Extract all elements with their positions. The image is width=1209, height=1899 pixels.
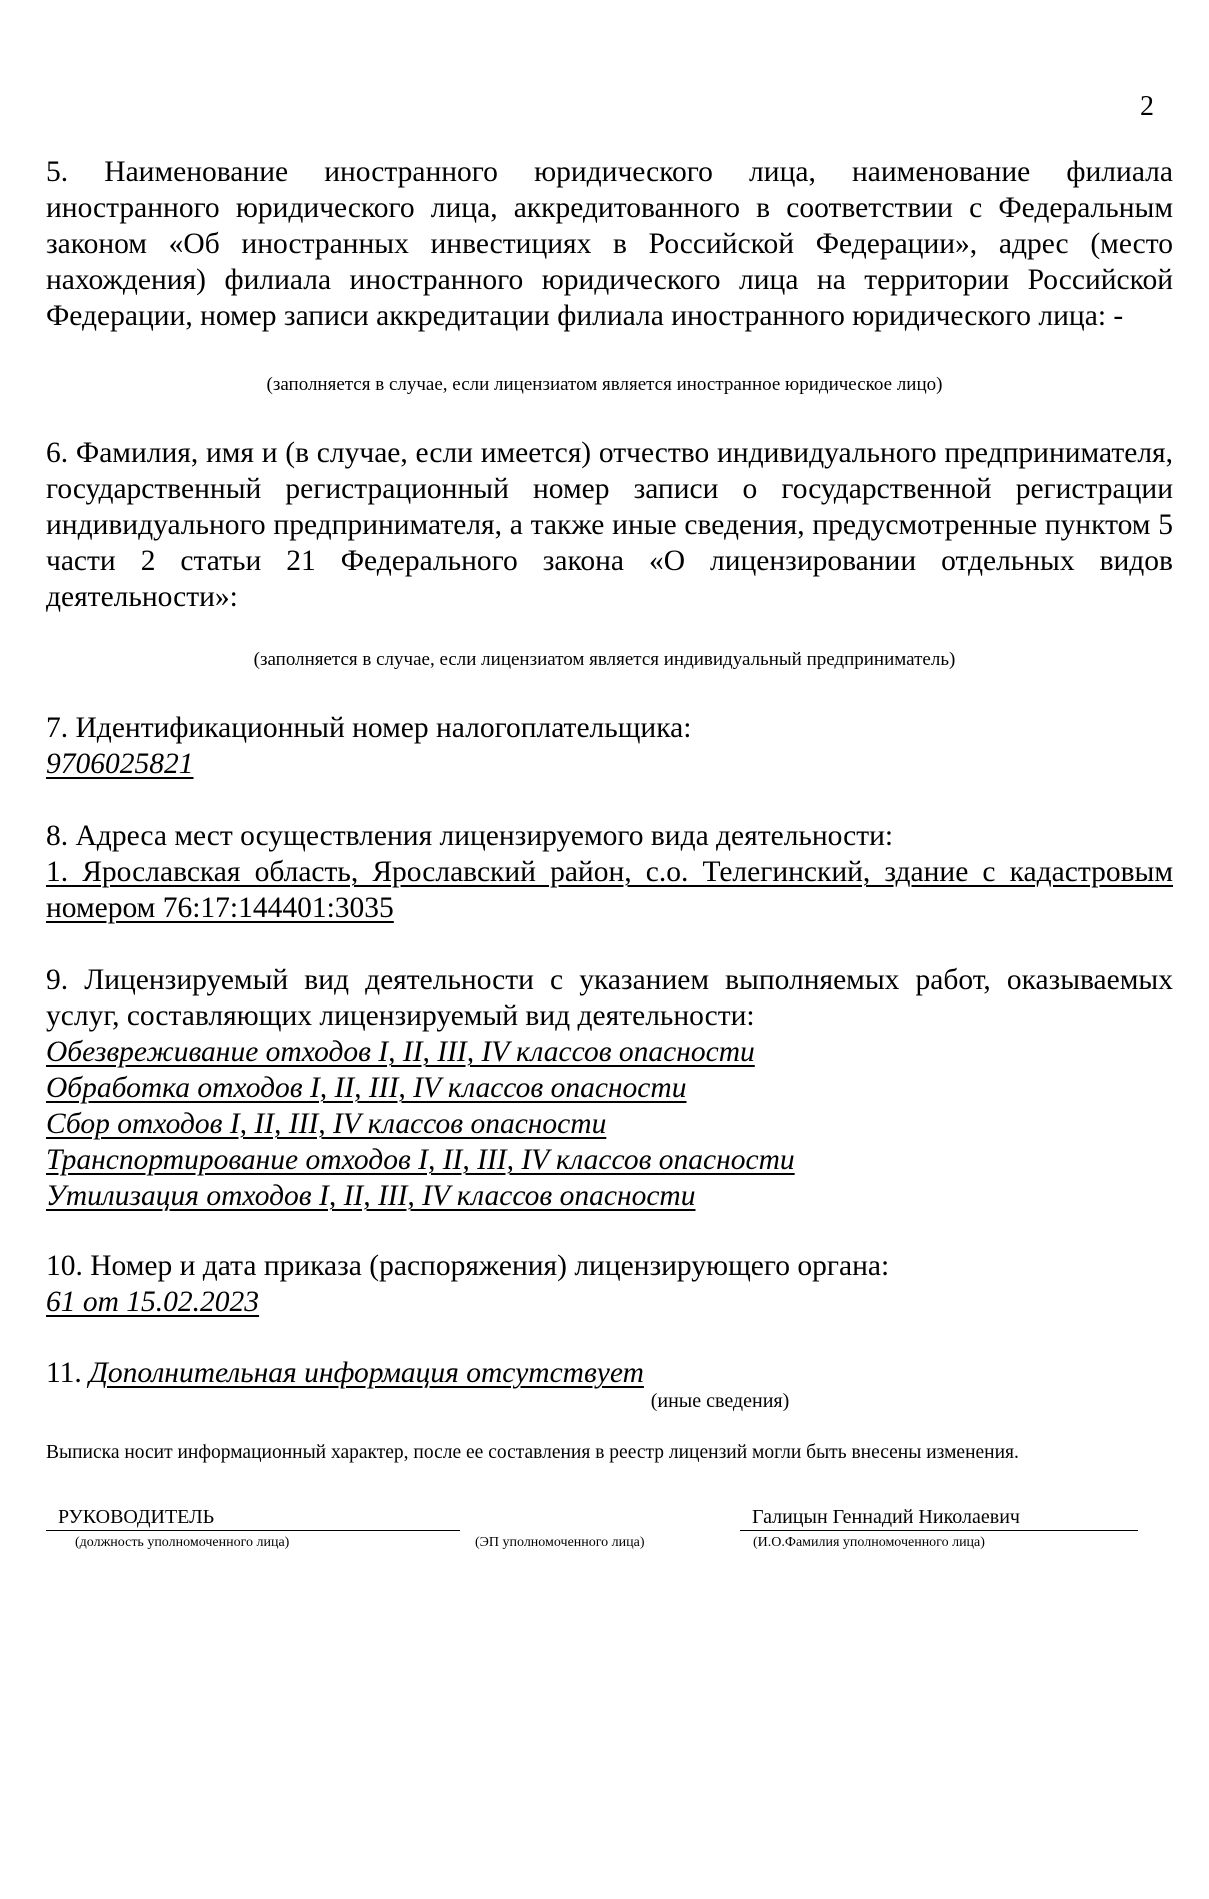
section-10-label: 10. Номер и дата приказа (распоряжения) лицензирующего органа: [46, 1250, 890, 1282]
section-8 [46, 818, 1173, 926]
signer-position: РУКОВОДИТЕЛЬ [58, 1506, 215, 1528]
activity-item: Утилизация отходов I, II, III, IV классов опасности [46, 1180, 696, 1212]
position-underline [46, 1530, 460, 1531]
name-underline [740, 1530, 1138, 1531]
section-11 [46, 1355, 1173, 1391]
section-8-label: 8. Адреса мест осуществления лицензируемого вида деятельности: [46, 820, 894, 852]
position-caption: (должность уполномоченного лица) [75, 1535, 290, 1550]
section-6-text: 6. Фамилия, имя и (в случае, если имеется) отчество индивидуального предпринимателя, государственный регистрационный номер записи о государственной регистрации индивидуального предпринимателя, а также иные сведения, предусмотренные пунктом 5 части 2 статьи 21 Федерального закона «О лицензировании отдельных видов деятельности»: [46, 437, 1173, 613]
section-5-text: 5. Наименование иностранного юридического лица, наименование филиала иностранного юридического лица, аккредитованного в соответствии с Федеральным законом «Об иностранных инвестициях в Российской Федерации», адрес (место нахождения) филиала иностранного юридического лица на территории Российской Федерации, номер записи аккредитации филиала иностранного юридического лица: - [46, 156, 1173, 332]
name-caption: (И.О.Фамилия уполномоченного лица) [753, 1535, 985, 1550]
section-5-note: (заполняется в случае, если лицензиатом является иностранное юридическое лицо) [266, 374, 943, 395]
ep-caption: (ЭП уполномоченного лица) [475, 1535, 645, 1550]
page-number: 2 [1140, 91, 1154, 122]
section-7-label: 7. Идентификационный номер налогоплательщика: [46, 712, 692, 744]
address-value: 1. Ярославская область, Ярославский район, с.о. Телегинский, здание с кадастровым номером 76:17:144401:3035 [46, 856, 1173, 924]
signer-name: Галицын Геннадий Николаевич [752, 1506, 1020, 1528]
section-9-label: 9. Лицензируемый вид деятельности с указанием выполняемых работ, оказываемых услуг, составляющих лицензируемый вид деятельности: [46, 964, 1173, 1032]
activity-item: Обработка отходов I, II, III, IV классов опасности [46, 1072, 687, 1104]
additional-info-value: Дополнительная информация отсутствует [89, 1357, 644, 1389]
section-10 [46, 1248, 1173, 1320]
section-11-note: (иные сведения) [650, 1390, 790, 1412]
section-7 [46, 710, 1173, 782]
inn-value: 9706025821 [46, 748, 194, 780]
order-value: 61 от 15.02.2023 [46, 1286, 260, 1318]
activity-item: Сбор отходов I, II, III, IV классов опасности [46, 1108, 607, 1140]
section-6-note: (заполняется в случае, если лицензиатом является индивидуальный предприниматель) [253, 649, 956, 670]
activity-item: Обезвреживание отходов I, II, III, IV классов опасности [46, 1036, 755, 1068]
disclaimer: Выписка носит информационный характер, после ее составления в реестр лицензий могли быть внесены изменения. [46, 1442, 1019, 1463]
section-11-prefix: 11. [46, 1357, 82, 1389]
section-9 [46, 962, 1173, 1214]
activity-item: Транспортирование отходов I, II, III, IV классов опасности [46, 1144, 795, 1176]
